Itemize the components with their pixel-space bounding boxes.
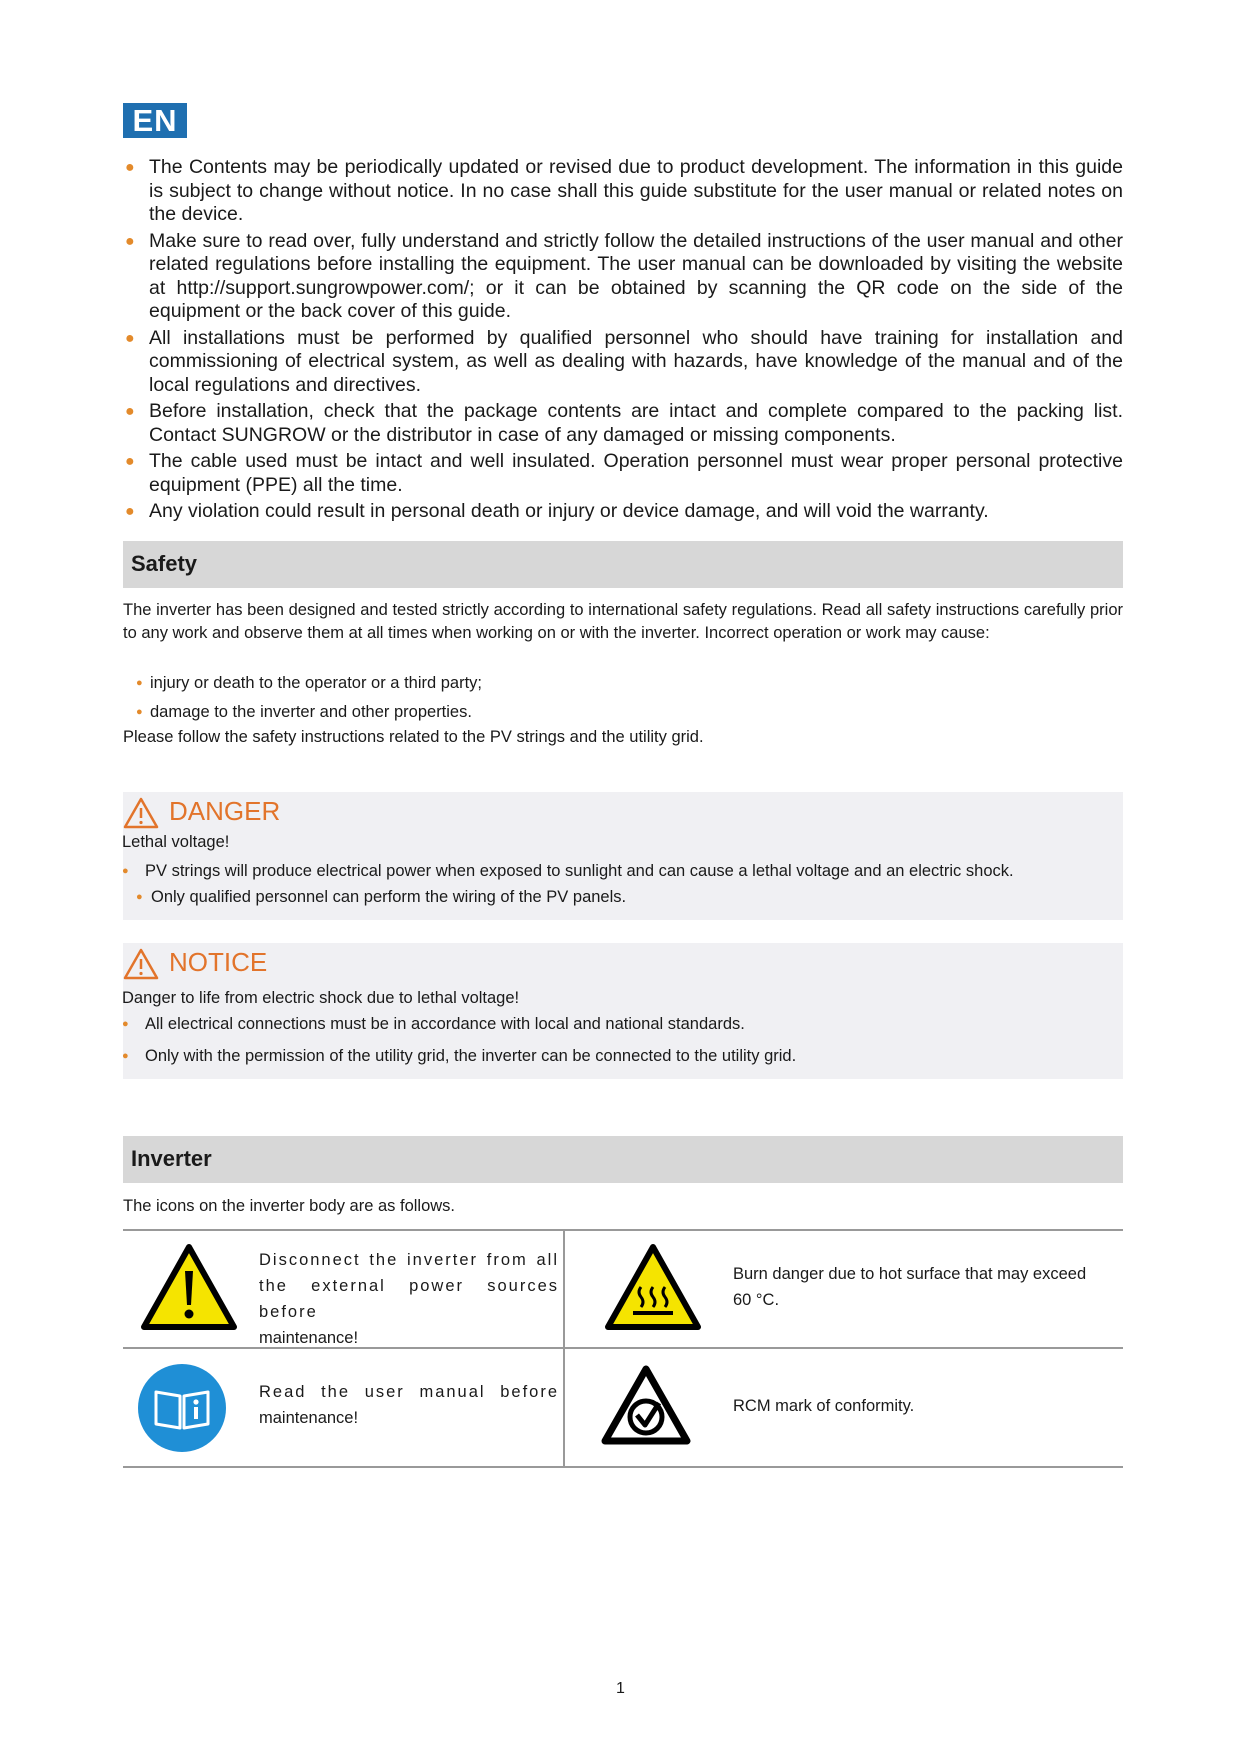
icon-description: Read the user manual before maintenance! <box>259 1383 559 1427</box>
list-item: ● damage to the inverter and other properties. <box>136 703 472 721</box>
danger-subtitle: Lethal voltage! <box>122 833 230 851</box>
rcm-mark-icon <box>601 1365 691 1445</box>
safety-paragraph: The inverter has been designed and tested strictly according to international safety regulations. Read all safety instructions carefully prior to any work and observe them at all times when working on or with the inverter. Incorrect operation or work may cause: <box>123 601 1123 642</box>
list-item: ● Before installation, check that the package contents are intact and complete compared to the packing list. Contact SUNGROW or the distributor in case of any damaged or missing components. <box>125 400 1123 446</box>
safety-section-header <box>123 541 1123 588</box>
list-item: ● The Contents may be periodically updated or revised due to product development. The information in this guide is subject to change without notice. In no case shall this guide substitute for the user manual or related notes on the device. <box>125 156 1123 225</box>
bullet-icon: ● <box>122 1018 129 1030</box>
icon-table <box>123 1229 1123 1468</box>
bullet-icon: ● <box>136 677 143 689</box>
section-title: Inverter <box>131 1146 212 1171</box>
notice-box: NOTICE Danger to life from electric shock due to lethal voltage! ● All electrical connections must be in accordance with local and national standards. ● Only with the permission of the utility grid, the inverter can be connected to the utility grid. <box>123 943 1123 1079</box>
bullet-icon: ● <box>125 453 135 470</box>
page-number: 1 <box>616 1680 625 1697</box>
icon-description: RCM mark of conformity. <box>733 1397 915 1415</box>
hot-surface-icon <box>603 1241 703 1333</box>
bullet-icon: ● <box>125 329 135 347</box>
icon-description: Disconnect the inverter from all the external power sources before maintenance! <box>259 1251 559 1347</box>
list-item: ● All installations must be performed by qualified personnel who should have training for installation and commissioning of electrical system, as well as dealing with hazards, have knowledge of the manual and of the local regulations and directives. <box>125 326 1123 396</box>
list-item: ● Any violation could result in personal death or injury or device damage, and will void the warranty. <box>125 500 989 522</box>
warning-general-icon <box>139 1241 239 1333</box>
bullet-icon: ● <box>125 403 135 420</box>
list-item: ● injury or death to the operator or a third party; <box>136 674 483 692</box>
bullet-icon: ● <box>122 1050 129 1062</box>
bullet-icon: ● <box>136 891 143 903</box>
bullet-icon: ● <box>125 503 135 520</box>
warning-triangle-icon <box>123 948 159 980</box>
warning-triangle-icon <box>123 797 159 829</box>
bullet-icon: ● <box>136 706 143 718</box>
intro-list <box>123 156 1123 527</box>
safety-bullets <box>123 674 1123 726</box>
list-item: ● Make sure to read over, fully understand and strictly follow the detailed instructions of the user manual and other related regulations before installing the equipment. The user manual can be downloaded by visiting the website at http://support.sungrowpower.com/; or it can be obtained by scanning the QR code on the side of the equipment or the back cover of this guide. <box>125 229 1123 322</box>
icon-description: Burn danger due to hot surface that may exceed 60 °C. <box>733 1265 1087 1309</box>
list-item: ● The cable used must be intact and well insulated. Operation personnel must wear proper personal protective equipment (PPE) all the time. <box>125 450 1123 496</box>
language-badge: EN <box>123 103 187 138</box>
bullet-icon: ● <box>125 232 135 250</box>
inverter-intro: The icons on the inverter body are as follows. <box>123 1197 456 1215</box>
section-title: Safety <box>131 551 198 576</box>
danger-box: DANGER Lethal voltage! ● PV strings will produce electrical power when exposed to sunlight and can cause a lethal voltage and an electric shock. ● Only qualified personnel can perform the wiring of the PV panels. <box>123 792 1123 920</box>
safety-follow-text: Please follow the safety instructions related to the PV strings and the utility grid. <box>123 728 704 746</box>
read-manual-icon <box>136 1362 228 1454</box>
notice-subtitle: Danger to life from electric shock due to lethal voltage! <box>122 989 520 1007</box>
inverter-section-header <box>123 1136 1123 1183</box>
bullet-icon: ● <box>125 159 135 176</box>
bullet-icon: ● <box>122 865 129 877</box>
